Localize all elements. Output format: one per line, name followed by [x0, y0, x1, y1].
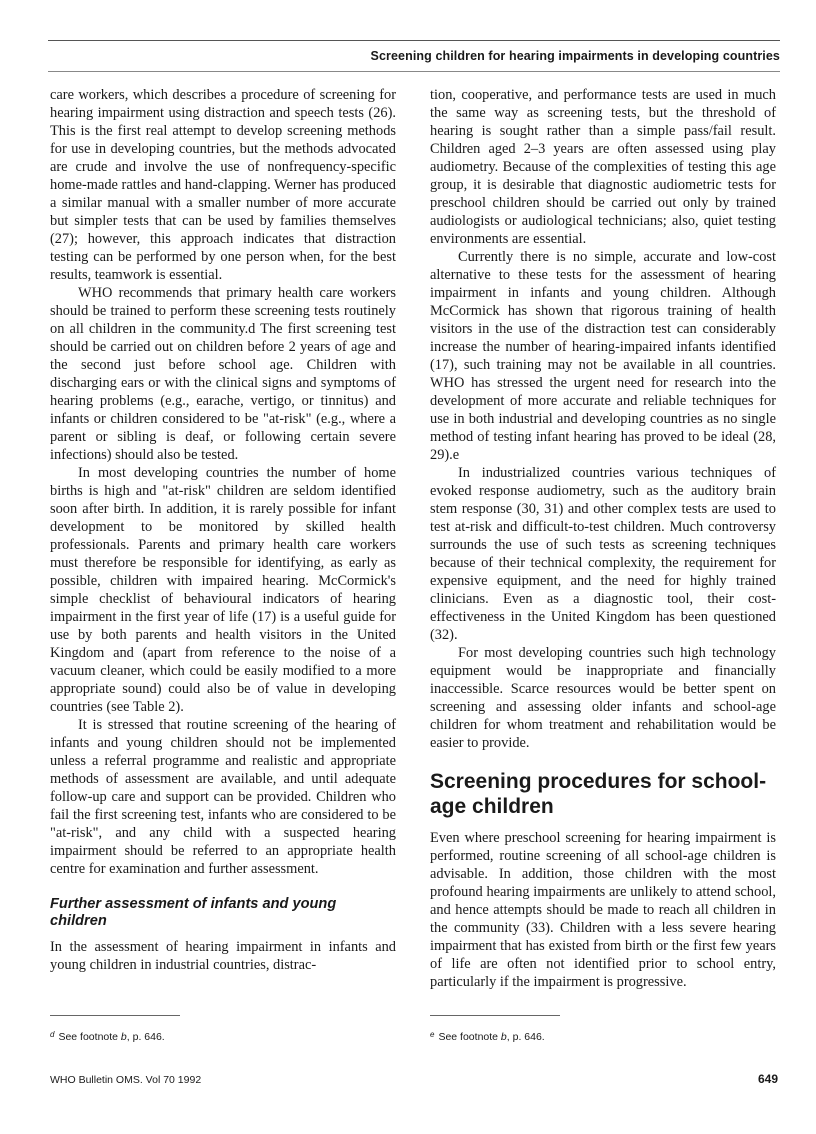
footnote-rule: [50, 1015, 180, 1016]
paragraph: Currently there is no simple, accurate and low-cost alternative to these tests for the assessment of hearing impairment in infants and young children. Although McCormick has shown that rigorous training of health visitors in the use of the distraction test can considerably increase the number of hearing-impaired infants identified (17), such training may not be available in all countries. WHO has stressed the urgent need for research into the development of more accurate and reliable techniques for use in both industrial and developing countries as no single method of testing infant hearing has proved to be ideal (28, 29).e: [430, 249, 776, 463]
footnote-d: [50, 1030, 165, 1043]
right-column: [430, 86, 776, 991]
journal-citation: WHO Bulletin OMS. Vol 70 1992: [50, 1074, 202, 1086]
footnote-mark: d: [50, 1030, 55, 1039]
subsection-heading: Further assessment of infants and young children: [50, 896, 337, 929]
paragraph: In industrialized countries various techniques of evoked response audiometry, such as the auditory brain stem response (30, 31) and other complex tests are used to test at-risk and difficult-to-test children. Much controversy surrounds the use of such tests as screening techniques because of their technical complexity, the requirement for expensive equipment, and the need for highly trained clinicians. Even as a diagnostic tool, their cost-effectiveness in the United Kingdom has been questioned (32).: [430, 465, 776, 643]
footnote-mark: e: [430, 1030, 435, 1039]
header-rule: [48, 71, 780, 72]
top-rule: [48, 40, 780, 41]
footnote-e: [430, 1030, 545, 1043]
paragraph: For most developing countries such high technology equipment would be inappropriate and financially inaccessible. Scarce resources would be better spent on screening and assessing older infants and school-age children for whom treatment and rehabilitation would be easier to provide.: [430, 645, 776, 751]
left-column: [50, 86, 396, 974]
footnote-page: , p. 646.: [126, 1031, 165, 1043]
paragraph: It is stressed that routine screening of the hearing of infants and young children should not be implemented unless a referral programme and realistic and appropriate methods of assessment are available, and until adequate follow-up care and support can be provided. Children who fail the first screening test, infants who are considered to be "at-risk", and any child with a suspected hearing impairment should be referred to an appropriate health centre for examination and further assessment.: [50, 717, 396, 877]
paragraph: In most developing countries the number of home births is high and "at-risk" children are seldom identified soon after birth. In addition, it is rarely possible for infant development to be monitored by skilled health professionals. Parents and primary health care workers must therefore be responsible for identifying, as early as possible, children with impaired hearing. McCormick's simple checklist of behavioural indicators of hearing impairment in the first year of life (17) is a useful guide for use by both parents and health visitors in the United Kingdom and (apart from reference to the noise of a vacuum cleaner, which could be easily modified to a more appropriate sound) could also be of value in developing countries (see Table 2).: [50, 465, 396, 715]
page-number: 649: [757, 1072, 778, 1086]
footnote-ref: b: [120, 1031, 127, 1043]
footnote-page: , p. 646.: [506, 1031, 545, 1043]
paragraph: care workers, which describes a procedure of screening for hearing impairment using distraction and speech tests (26). This is the first real attempt to develop screening methods for use in developing countries, but the methods advocated are crude and involve the use of nonfrequency-specific home-made rattles and hand-clapping. Werner has produced a similar manual with a smaller number of more accurate but simpler tests that can be used by families themselves (27); however, this approach indicates that distraction testing can be performed by one person when, for the best results, teamwork is essential.: [50, 87, 396, 283]
section-heading: Screening procedures for school-age children: [430, 770, 767, 818]
paragraph: Even where preschool screening for hearing impairment is performed, routine screening of all school-age children is advisable. In addition, those children with the most profound hearing impairments are unlikely to attend school, and hence attempts should be made to reach all children in the community (33). Children with a less severe hearing impairment that has existed from birth or the first few years of life are often not identified prior to school entry, particularly if the impairment is progressive.: [430, 830, 776, 990]
paragraph: In the assessment of hearing impairment in infants and young children in industrial countries, distrac-: [50, 939, 396, 973]
footnote-rule: [430, 1015, 560, 1016]
paragraph: WHO recommends that primary health care workers should be trained to perform these screening tests routinely on all children in the community.d The first screening test should be carried out on children before 2 years of age and the second just before school age. Children with discharging ears or with the clinical signs and symptoms of hearing problems (e.g., earache, vertigo, or tinnitus) and infants or children considered to be "at-risk" (e.g., where a parent or sibling is deaf, or following certain severe infections) should also be tested.: [50, 285, 396, 463]
running-head: Screening children for hearing impairments in developing countries: [370, 49, 780, 63]
footnote-ref: b: [500, 1031, 507, 1043]
footnote-text: See footnote: [438, 1031, 501, 1043]
paragraph: tion, cooperative, and performance tests are used in much the same way as screening tests, but the threshold of hearing is sought rather than a simple pass/fail result. Children aged 2–3 years are often assessed using play audiometry. Because of the complexities of testing this age group, it is desirable that diagnostic audiometric tests for preschool children should be carried out only by trained audiologists or audiological technicians; also, quiet testing environments are essential.: [430, 87, 776, 247]
footnote-text: See footnote: [58, 1031, 121, 1043]
